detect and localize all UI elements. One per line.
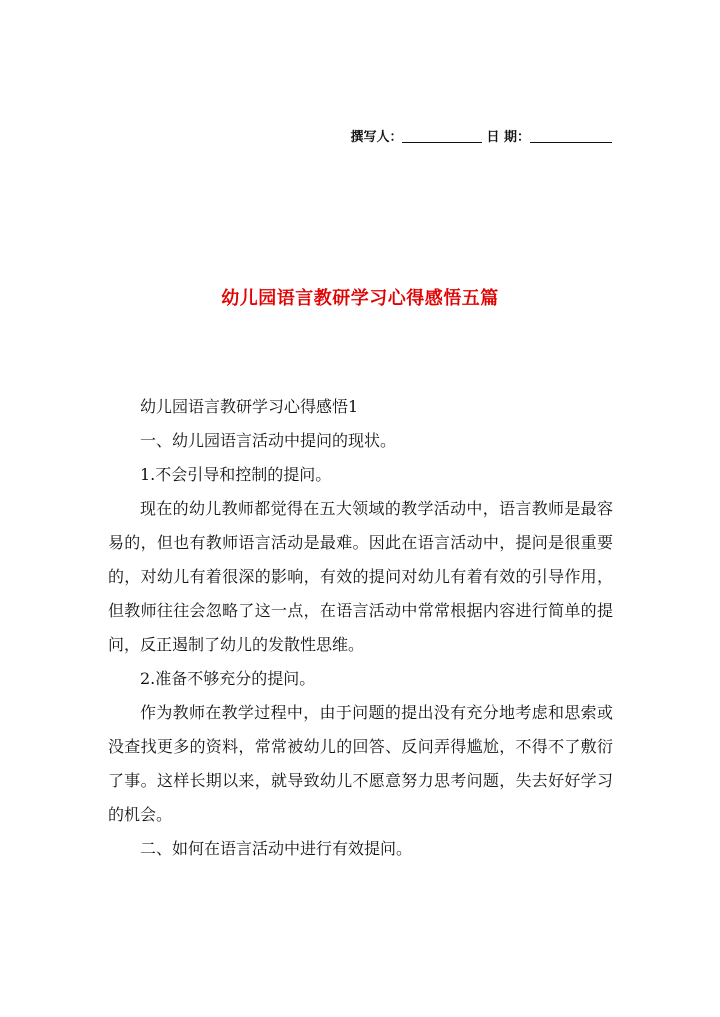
author-label: 撰写人： [350, 130, 403, 145]
body-paragraph-2: 作为教师在教学过程中，由于问题的提出没有充分地考虑和思索或没查找更多的资料，常常被幼儿的回答、反问弄得尴尬，不得不了敷衍了事。这样长期以来，就导致幼儿不愿意努力思考问题，失去好好学习的机会。 [108, 703, 613, 824]
point-2: 2.准备不够充分的提问。 [140, 669, 316, 688]
subheading-1: 一、幼儿园语言活动中提问的现状。 [140, 431, 397, 450]
author-blank [402, 130, 482, 143]
subheading-2: 二、如何在语言活动中进行有效提问。 [140, 839, 413, 858]
date-blank [530, 130, 612, 143]
body-paragraph-1: 现在的幼儿教师都觉得在五大领域的教学活动中，语言教师是最容易的，但也有教师语言活动是最难。因此在语言活动中，提问是很重要的，对幼儿有着很深的影响，有效的提问对幼儿有着有效的引导作用，但教师往往会忽略了这一点，在语言活动中常常根据内容进行简单的提问，反正遏制了幼儿的发散性思维。 [108, 499, 613, 654]
date-label: 日 期： [486, 130, 530, 145]
document-body [108, 390, 613, 866]
author-date-line [0, 126, 612, 145]
point-1: 1.不会引导和控制的提问。 [140, 465, 332, 484]
section-heading: 幼儿园语言教研学习心得感悟1 [140, 397, 359, 416]
document-title: 幼儿园语言教研学习心得感悟五篇 [221, 288, 499, 309]
